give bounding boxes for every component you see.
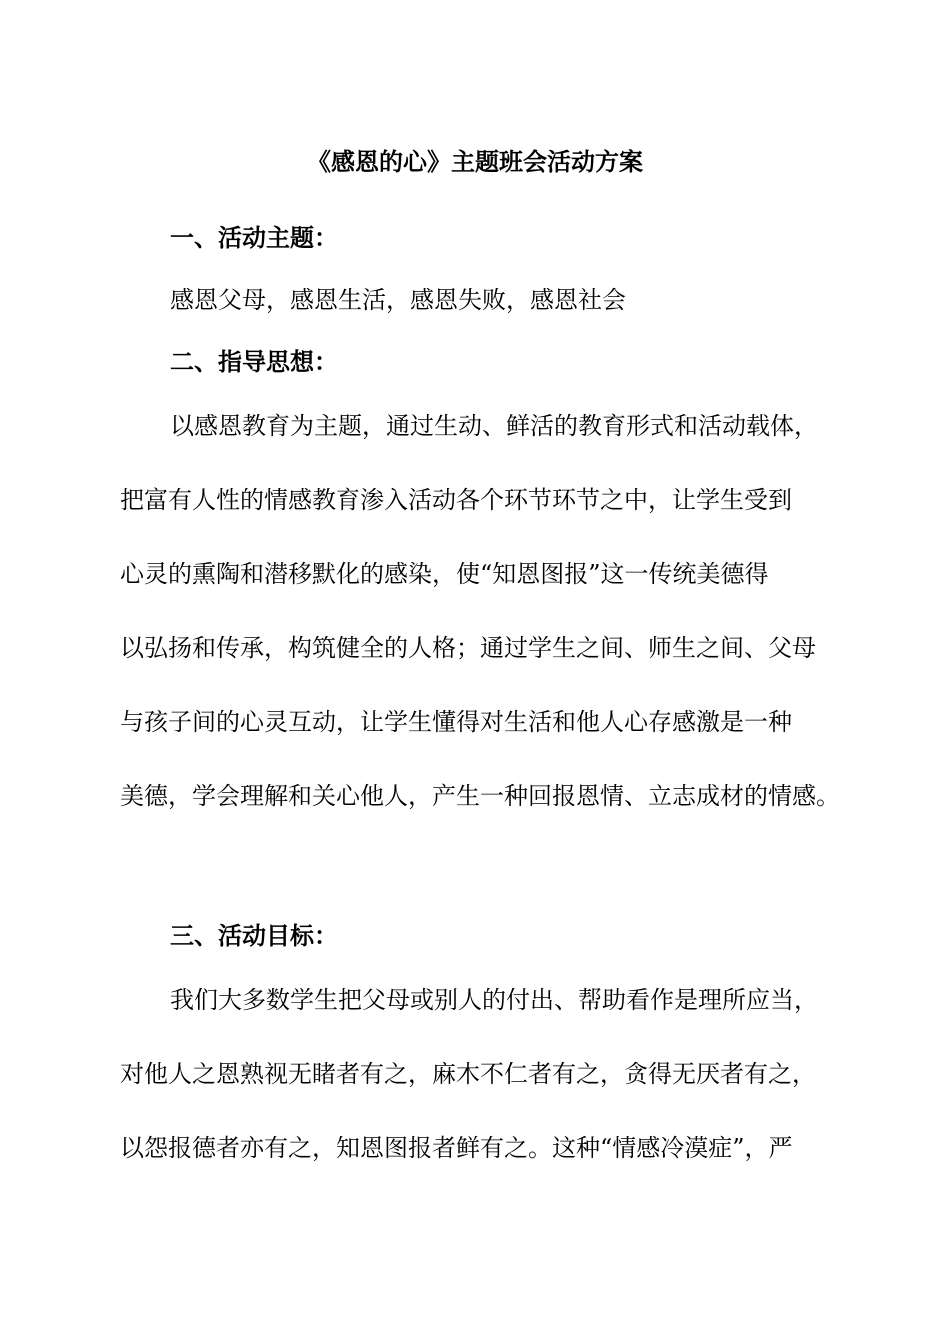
paragraph-line: 以弘扬和传承，构筑健全的人格；通过学生之间、师生之间、父母 (120, 634, 816, 662)
document-title: 《感恩的心》主题班会活动方案 (307, 147, 643, 176)
section-heading-activity-theme: 一、活动主题： (170, 223, 338, 252)
paragraph-line: 心灵的熏陶和潜移默化的感染，使“知恩图报”这一传统美德得 (120, 560, 769, 588)
paragraph-line: 以感恩教育为主题，通过生动、鲜活的教育形式和活动载体， (170, 412, 818, 440)
paragraph-line: 以怨报德者亦有之，知恩图报者鲜有之。这种“情感冷漠症”，严 (120, 1134, 793, 1162)
paragraph-line: 与孩子间的心灵互动，让学生懂得对生活和他人心存感激是一种 (120, 708, 792, 736)
paragraph-line: 把富有人性的情感教育渗入活动各个环节环节之中，让学生受到 (120, 486, 792, 514)
section-body-activity-theme: 感恩父母，感恩生活，感恩失败，感恩社会 (170, 286, 626, 314)
paragraph-line: 我们大多数学生把父母或别人的付出、帮助看作是理所应当， (170, 986, 818, 1014)
section-heading-activity-goal: 三、活动目标： (170, 921, 338, 950)
paragraph-line: 美德，学会理解和关心他人，产生一种回报恩情、立志成材的情感。 (120, 782, 840, 810)
section-heading-guiding-thought: 二、指导思想： (170, 347, 338, 376)
paragraph-line: 对他人之恩熟视无睹者有之，麻木不仁者有之，贪得无厌者有之， (120, 1060, 816, 1088)
